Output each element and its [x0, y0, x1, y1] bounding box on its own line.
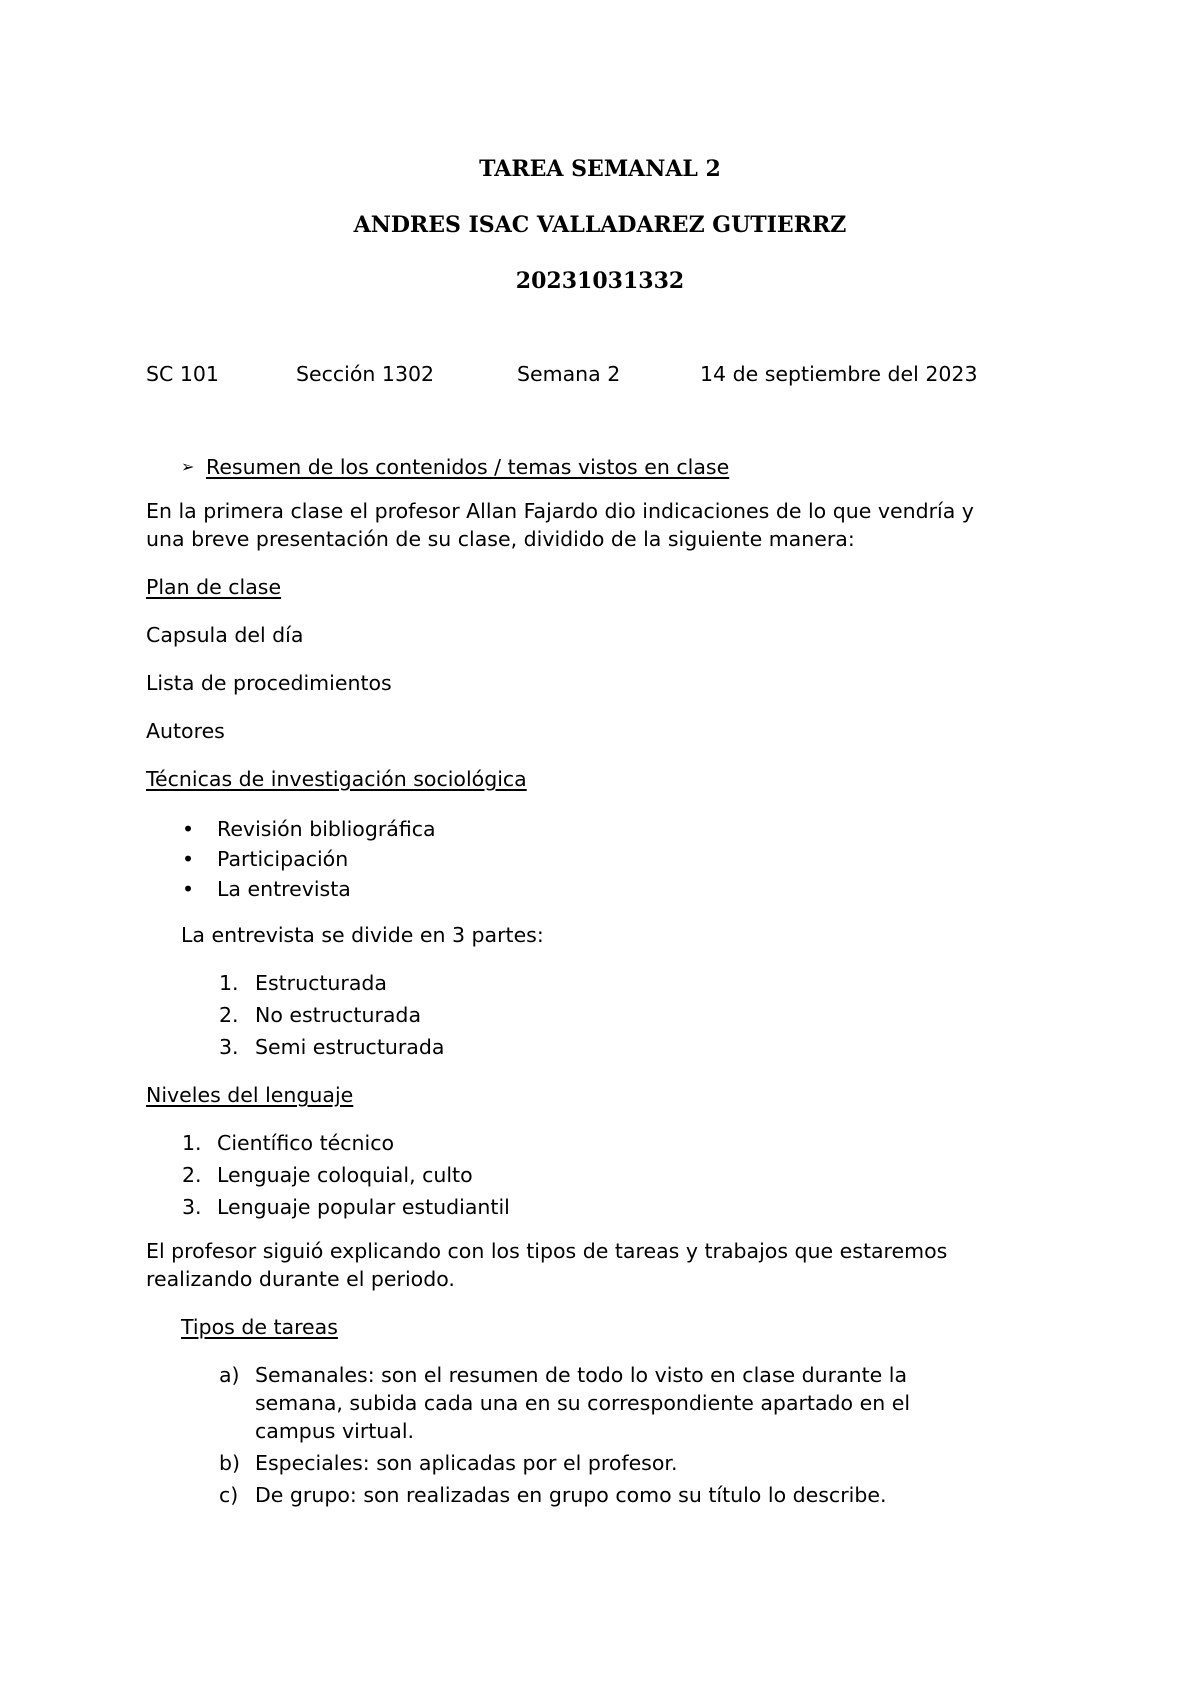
date-label: 14 de septiembre del 2023: [700, 362, 978, 386]
week-label: Semana 2: [517, 362, 621, 386]
language-level: Lenguaje coloquial, culto: [217, 1163, 473, 1187]
task-type-line: Especiales: son aplicadas por el profesor.: [255, 1451, 678, 1475]
technique-item: Participación: [217, 847, 349, 871]
summary-heading: Resumen de los contenidos / temas vistos en clase: [206, 455, 730, 479]
document-title: TAREA SEMANAL 2: [479, 156, 721, 182]
plan-item: Capsula del día: [146, 623, 304, 647]
student-name: ANDRES ISAC VALLADAREZ GUTIERRZ: [353, 212, 847, 238]
language-heading: Niveles del lenguaje: [146, 1083, 354, 1107]
interview-part: Semi estructurada: [255, 1035, 445, 1059]
interview-intro: La entrevista se divide en 3 partes:: [181, 923, 544, 947]
list-letter: b): [219, 1451, 241, 1475]
techniques-heading: Técnicas de investigación sociológica: [146, 767, 527, 791]
task-type-line: campus virtual.: [255, 1419, 415, 1443]
technique-item: La entrevista: [217, 877, 351, 901]
technique-item: Revisión bibliográfica: [217, 817, 436, 841]
intro-line: una breve presentación de su clase, dividido de la siguiente manera:: [146, 527, 855, 551]
bullet-icon: •: [182, 847, 195, 871]
task-type-line: Semanales: son el resumen de todo lo visto en clase durante la: [255, 1363, 908, 1387]
tasks-intro-line: realizando durante el periodo.: [146, 1267, 455, 1291]
interview-part: No estructurada: [255, 1003, 422, 1027]
language-level: Lenguaje popular estudiantil: [217, 1195, 510, 1219]
tasks-heading: Tipos de tareas: [181, 1315, 338, 1339]
interview-part: Estructurada: [255, 971, 387, 995]
list-letter: a): [219, 1363, 240, 1387]
language-level: Científico técnico: [217, 1131, 395, 1155]
task-type-line: De grupo: son realizadas en grupo como su título lo describe.: [255, 1483, 887, 1507]
plan-item: Autores: [146, 719, 225, 743]
task-type-line: semana, subida cada una en su correspondiente apartado en el: [255, 1391, 911, 1415]
course-code: SC 101: [146, 362, 219, 386]
intro-line: En la primera clase el profesor Allan Fajardo dio indicaciones de lo que vendría y: [146, 499, 974, 523]
bullet-icon: •: [182, 877, 195, 901]
list-number: 3.: [219, 1035, 239, 1059]
plan-heading: Plan de clase: [146, 575, 282, 599]
arrow-bullet-icon: ➢: [181, 457, 195, 476]
bullet-icon: •: [182, 817, 195, 841]
section-number: Sección 1302: [296, 362, 435, 386]
list-number: 3.: [182, 1195, 202, 1219]
list-number: 1.: [182, 1131, 202, 1155]
tasks-intro-line: El profesor siguió explicando con los tipos de tareas y trabajos que estaremos: [146, 1239, 948, 1263]
plan-item: Lista de procedimientos: [146, 671, 392, 695]
student-id: 20231031332: [515, 268, 685, 294]
list-number: 2.: [182, 1163, 202, 1187]
list-number: 2.: [219, 1003, 239, 1027]
list-number: 1.: [219, 971, 239, 995]
list-letter: c): [219, 1483, 239, 1507]
